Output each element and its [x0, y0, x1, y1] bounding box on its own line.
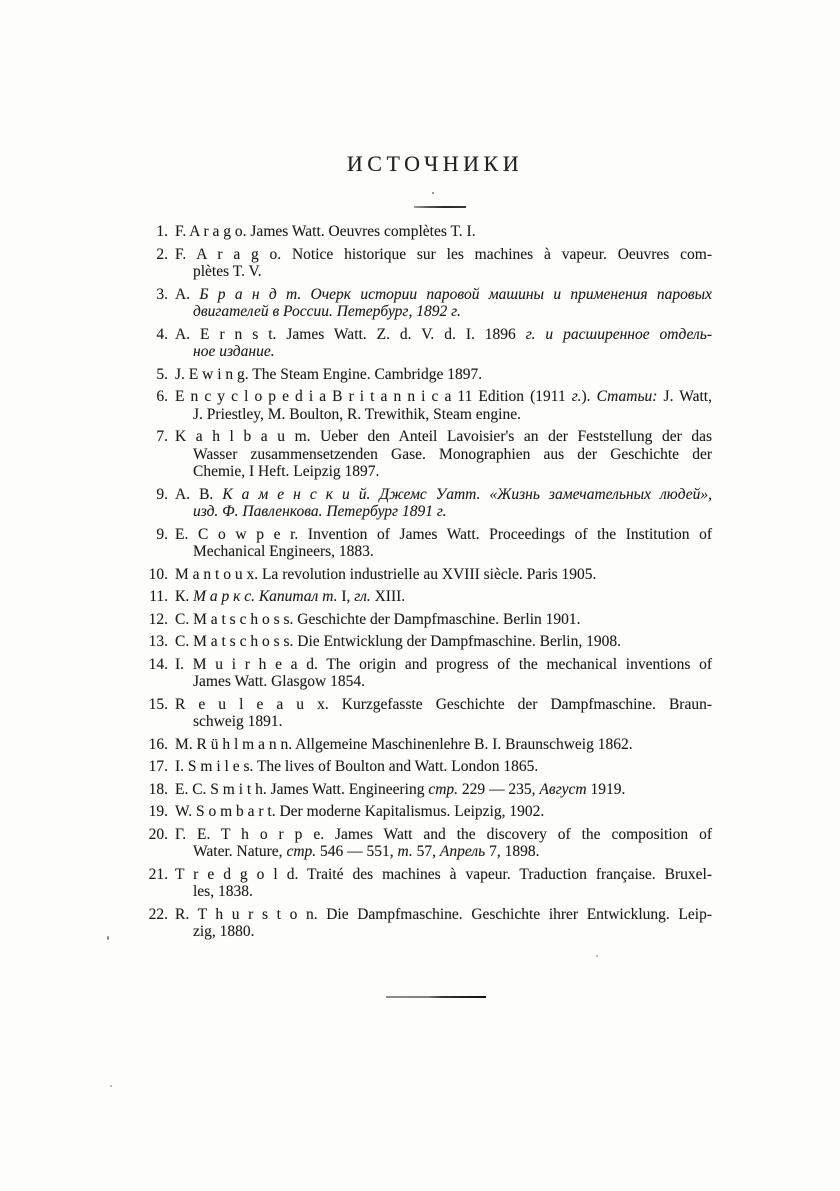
entry-number: 3. — [156, 285, 168, 303]
entry-line: zig, 1880. — [193, 923, 255, 940]
entry-line: A. E r n s t. James Watt. Z. d. V. d. I. 1896 г. и расширенное отдель- — [175, 325, 712, 343]
list-item — [146, 866, 712, 901]
entry-number: 5. — [156, 365, 168, 383]
entry-line: James Watt. Glasgow 1854. — [193, 673, 365, 690]
entry-line: J. E w i n g. The Steam Engine. Cambridge 1897. — [175, 365, 483, 383]
list-item — [146, 388, 712, 423]
entry-line: А. Б р а н д т. Очерк истории паровой машины и применения паровых — [175, 285, 712, 303]
entry-number: 9. — [156, 525, 168, 543]
list-item — [146, 758, 712, 776]
list-item — [146, 906, 712, 941]
entry-line: F. A r a g o. Notice historique sur les machines à vapeur. Oeuvres com- — [175, 245, 712, 263]
entry-line: Г. E. T h o r p e. James Watt and the discovery of the composition of — [175, 825, 712, 843]
entry-line: E. C. S m i t h. James Watt. Engineering стр. 229 — 235, Август 1919. — [175, 780, 626, 798]
list-item — [146, 223, 712, 241]
list-item — [146, 566, 712, 584]
entry-number: 4. — [156, 325, 168, 343]
list-item — [146, 736, 712, 754]
entry-line: двигателей в России. Петербург, 1892 г. — [193, 303, 461, 320]
entry-number: 1. — [156, 223, 168, 240]
entry-line: F. A r a g o. James Watt. Oeuvres complètes T. I. — [175, 223, 476, 240]
entry-number: 22. — [148, 905, 168, 923]
entry-line: E. C o w p e r. Invention of James Watt. Proceedings of the Institution of — [175, 525, 712, 543]
title-divider-rule — [414, 206, 466, 208]
entry-number: 12. — [148, 610, 168, 628]
list-item — [146, 611, 712, 629]
list-item — [146, 486, 712, 521]
list-item — [146, 803, 712, 821]
list-item — [146, 633, 712, 651]
entry-line: Chemie, I Heft. Leipzig 1897. — [193, 463, 380, 480]
entry-line: E n c y c l o p e d i a B r i t a n n i c a 11 Edition (1911 г.). Статьи: J. Watt, — [175, 388, 712, 405]
list-item — [146, 428, 712, 481]
entry-number: 14. — [148, 655, 168, 673]
entry-line: Water. Nature, стр. 546 — 551, т. 57, Апрель 7, 1898. — [193, 843, 540, 860]
list-item — [146, 781, 712, 799]
entry-line: Mechanical Engineers, 1883. — [193, 543, 374, 560]
entry-line: Wasser zusammensetzenden Gase. Monographien aus der Geschichte der — [193, 445, 712, 463]
list-item — [146, 366, 712, 384]
list-item — [146, 326, 712, 361]
entry-line: C. M a t s c h o s s. Geschichte der Dampfmaschine. Berlin 1901. — [175, 610, 581, 628]
entry-line: А. В. К а м е н с к и й. Джемс Уатт. «Жизнь замечательных людей», — [175, 485, 712, 503]
entry-line: J. Priestley, M. Boulton, R. Trewithik, Steam engine. — [193, 405, 521, 423]
list-item — [146, 696, 712, 731]
entry-line: K a h l b a u m. Ueber den Anteil Lavoisier's an der Feststellung der das — [175, 428, 712, 445]
entry-number: 11. — [149, 588, 168, 605]
entry-line: M a n t o u x. La revolution industrielle au XVIII siècle. Paris 1905. — [175, 565, 597, 583]
entry-line: I. S m i l e s. The lives of Boulton and Watt. London 1865. — [175, 758, 539, 775]
entry-line: C. M a t s c h o s s. Die Entwicklung der Dampfmaschine. Berlin, 1908. — [175, 633, 621, 650]
entry-line: изд. Ф. Павленкова. Петербург 1891 г. — [193, 503, 447, 520]
list-item — [146, 526, 712, 561]
entry-number: 2. — [156, 245, 168, 263]
entry-number: 13. — [148, 633, 168, 650]
entry-number: 21. — [148, 865, 168, 883]
entry-number: 16. — [148, 735, 168, 753]
entry-number: 18. — [148, 780, 168, 798]
entry-number: 15. — [148, 695, 168, 713]
entry-line: M. R ü h l m a n n. Allgemeine Maschinenlehre B. I. Braunschweig 1862. — [175, 735, 633, 753]
scan-speck — [107, 936, 109, 940]
entry-line: I. M u i r h e a d. The origin and progress of the mechanical inventions of — [175, 655, 712, 673]
list-item — [146, 246, 712, 281]
list-item — [146, 588, 712, 606]
entry-line: schweig 1891. — [193, 713, 283, 730]
entry-line: T r e d g o l d. Traité des machines à vapeur. Traduction française. Bruxel- — [175, 865, 712, 883]
entry-line: W. S o m b a r t. Der moderne Kapitalismus. Leipzig, 1902. — [175, 803, 545, 820]
entry-number: 7. — [156, 428, 168, 445]
page-title: ИСТОЧНИКИ — [346, 151, 524, 176]
scan-speck — [110, 1085, 112, 1087]
entry-number: 20. — [148, 825, 168, 843]
entry-number: 9. — [156, 485, 168, 503]
entry-number: 17. — [148, 758, 168, 775]
entry-line: R. T h u r s t o n. Die Dampfmaschine. Geschichte ihrer Entwicklung. Leip- — [175, 905, 712, 923]
entry-number: 6. — [156, 388, 168, 405]
entry-line: ное издание. — [193, 343, 275, 360]
scan-speck — [596, 955, 598, 957]
source-list — [146, 223, 712, 941]
scan-speck — [432, 192, 434, 194]
list-item — [146, 656, 712, 691]
entry-number: 10. — [148, 565, 168, 583]
entry-line: plètes T. V. — [193, 263, 262, 280]
end-divider-rule — [386, 996, 486, 998]
entry-number: 19. — [148, 803, 168, 820]
list-item — [146, 286, 712, 321]
list-item — [146, 826, 712, 861]
entry-line: К. М а р к с. Капитал т. I, гл. XIII. — [175, 588, 406, 605]
entry-line: R e u l e a u x. Kurzgefasste Geschichte der Dampfmaschine. Braun- — [175, 695, 712, 713]
entry-line: les, 1838. — [193, 883, 253, 900]
